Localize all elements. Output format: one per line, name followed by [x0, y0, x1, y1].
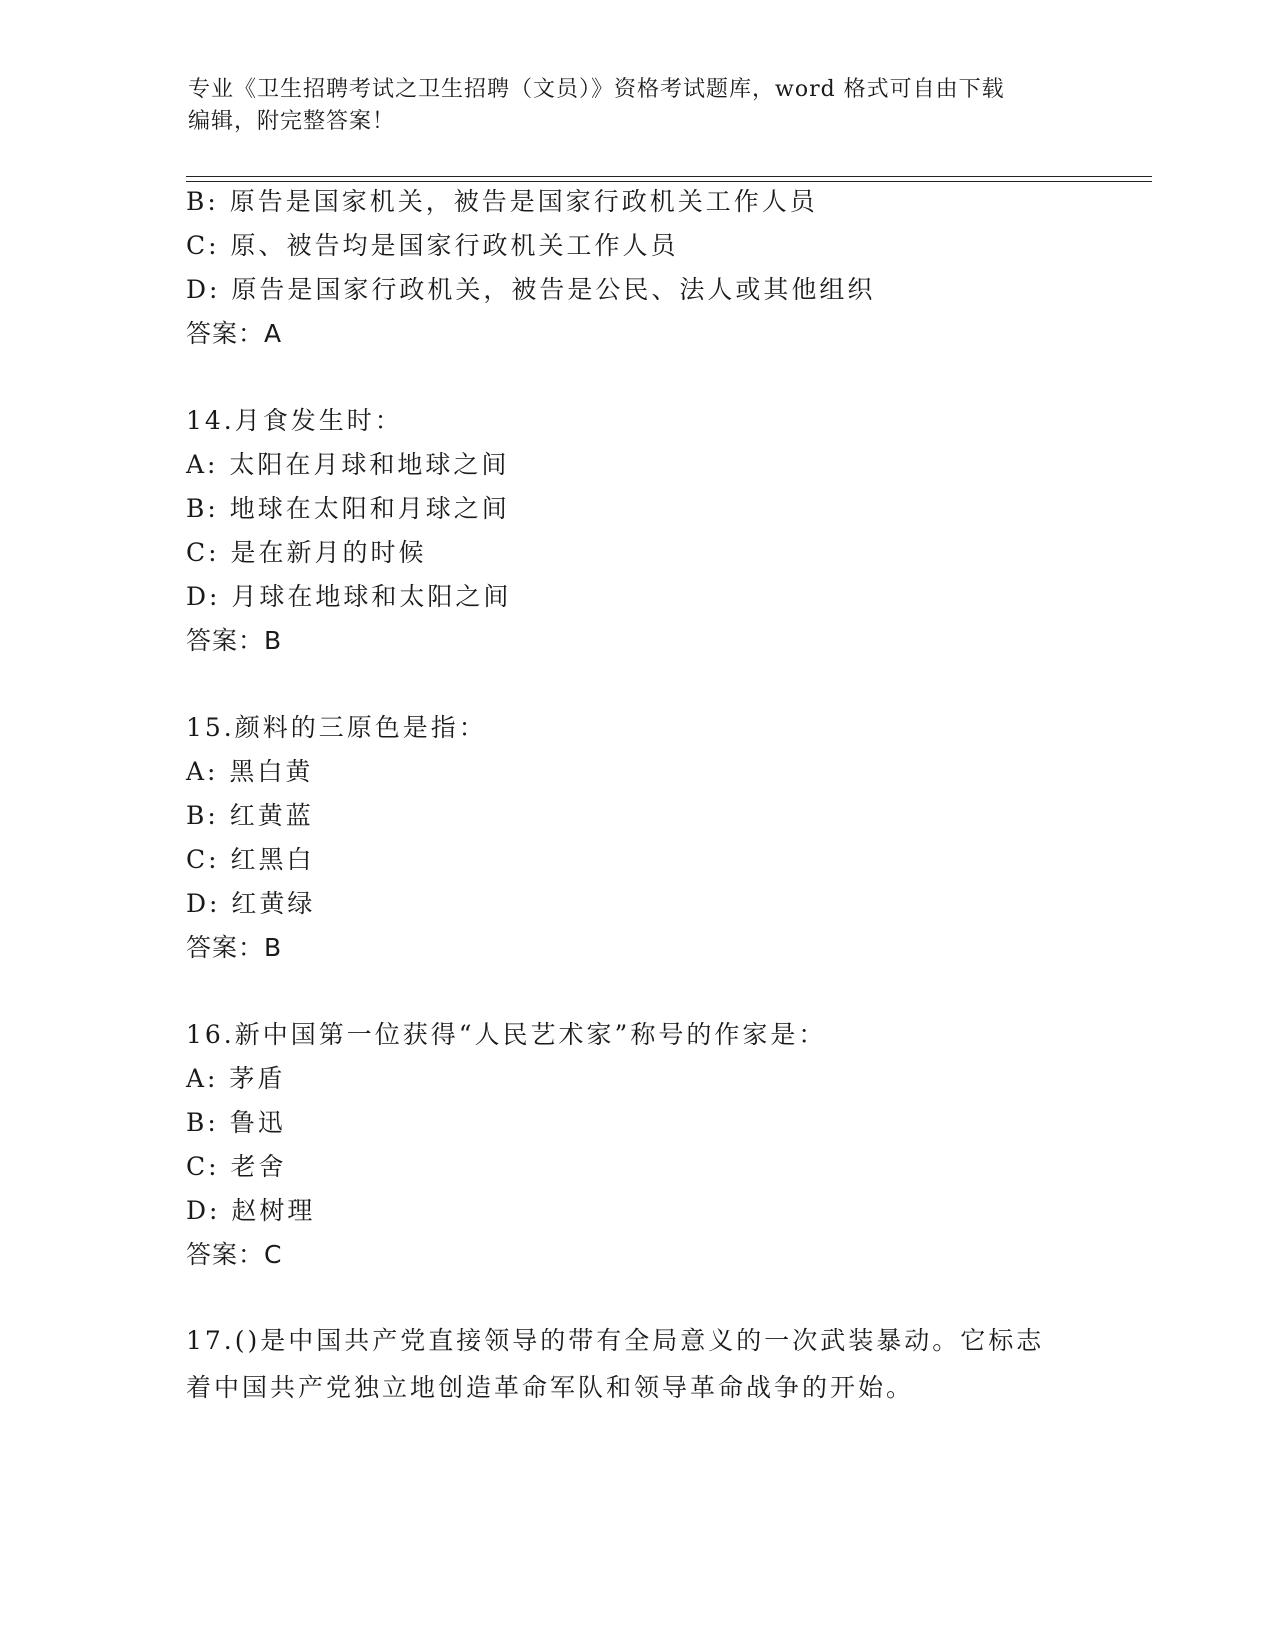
q16-option-b: B: 鲁迅 — [186, 1108, 286, 1137]
q14-option-b: B: 地球在太阳和月球之间 — [186, 494, 510, 523]
q13-answer: 答案：A — [186, 319, 283, 348]
q15-option-c: C: 红黑白 — [186, 845, 315, 874]
header-line-2: 编辑，附完整答案！ — [188, 109, 396, 134]
q15-question: 15.颜料的三原色是指： — [186, 713, 487, 742]
q15-answer: 答案：B — [186, 933, 283, 962]
q13-option-d: D: 原告是国家行政机关，被告是公民、法人或其他组织 — [186, 275, 876, 304]
q14-option-d: D: 月球在地球和太阳之间 — [186, 582, 512, 611]
q14-question: 14.月食发生时： — [186, 406, 403, 435]
q15-option-d: D: 红黄绿 — [186, 889, 316, 918]
q13-option-c: C: 原、被告均是国家行政机关工作人员 — [186, 231, 679, 260]
q16-option-a: A: 茅盾 — [186, 1064, 286, 1093]
q16-option-c: C: 老舍 — [186, 1152, 287, 1181]
q15-option-a: A: 黑白黄 — [186, 757, 314, 786]
header-divider-top — [186, 176, 1152, 177]
q17-question-line-2: 着中国共产党独立地创造革命军队和领导革命战争的开始。 — [186, 1373, 915, 1402]
header-divider-bottom — [186, 181, 1152, 182]
header-line-1: 专业《卫生招聘考试之卫生招聘（文员）》资格考试题库，word 格式可自由下载 — [188, 77, 1005, 102]
q13-option-b: B: 原告是国家机关，被告是国家行政机关工作人员 — [186, 187, 818, 216]
q16-answer: 答案：C — [186, 1240, 283, 1269]
q17-question-line-1: 17.()是中国共产党直接领导的带有全局意义的一次武装暴动。它标志 — [186, 1326, 1045, 1355]
q14-option-a: A: 太阳在月球和地球之间 — [186, 450, 510, 479]
document-header — [188, 74, 1088, 138]
q16-option-d: D: 赵树理 — [186, 1196, 316, 1225]
q14-option-c: C: 是在新月的时候 — [186, 538, 427, 567]
q16-question: 16.新中国第一位获得“人民艺术家”称号的作家是： — [186, 1020, 827, 1049]
q15-option-b: B: 红黄蓝 — [186, 801, 314, 830]
q14-answer: 答案：B — [186, 626, 283, 655]
